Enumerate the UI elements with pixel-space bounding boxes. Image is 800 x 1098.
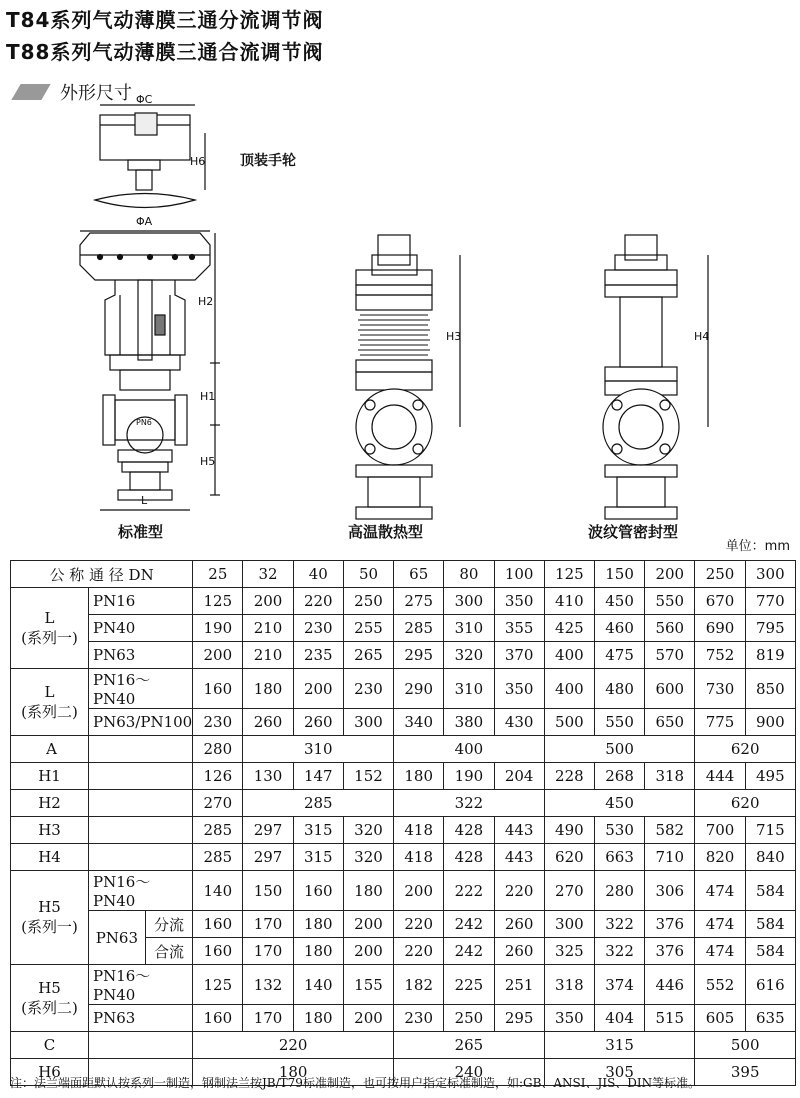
cell: 400: [394, 736, 545, 763]
dn-cell: 65: [394, 561, 444, 588]
cell: 180: [293, 938, 343, 965]
cell: 147: [293, 763, 343, 790]
cell: 230: [293, 615, 343, 642]
cell: 200: [193, 642, 243, 669]
cell: 200: [343, 911, 393, 938]
cell: 285: [193, 817, 243, 844]
dn-cell: 300: [745, 561, 795, 588]
cell: 900: [745, 709, 795, 736]
cell: 475: [594, 642, 644, 669]
cell: 285: [394, 615, 444, 642]
cell: 444: [695, 763, 745, 790]
table-row: [11, 736, 796, 763]
cell: 160: [193, 938, 243, 965]
pn-label: PN63: [89, 911, 146, 965]
dim-l: L: [141, 494, 148, 507]
cell: 820: [695, 844, 745, 871]
cell: 376: [645, 938, 695, 965]
cell: 220: [394, 938, 444, 965]
cell: 300: [444, 588, 494, 615]
cell: 322: [394, 790, 545, 817]
h5a-label-b: (系列一): [21, 918, 78, 936]
dn-cell: 32: [243, 561, 293, 588]
cell: 560: [645, 615, 695, 642]
blank-cell: [89, 817, 193, 844]
cell: 290: [394, 669, 444, 709]
cell: 275: [394, 588, 444, 615]
blank-cell: [89, 1032, 193, 1059]
cell: 260: [243, 709, 293, 736]
table-row: [11, 871, 796, 911]
unit-label: 单位：mm: [725, 539, 790, 554]
dn-cell: 250: [695, 561, 745, 588]
cell: 200: [243, 588, 293, 615]
cell: 250: [343, 588, 393, 615]
cell: 775: [695, 709, 745, 736]
cell: 605: [695, 1005, 745, 1032]
cell: 320: [444, 642, 494, 669]
dim-h4: H4: [694, 330, 710, 343]
cell: 180: [243, 669, 293, 709]
cell: 770: [745, 588, 795, 615]
cell: 495: [745, 763, 795, 790]
cell: 450: [544, 790, 695, 817]
pn-label: PN16～PN40: [89, 871, 193, 911]
cell: 550: [594, 709, 644, 736]
h5a-label-a: H5: [38, 898, 61, 916]
cell: 285: [243, 790, 394, 817]
cell: 443: [494, 844, 544, 871]
dn-cell: 100: [494, 561, 544, 588]
cell: 220: [394, 911, 444, 938]
cell: 550: [645, 588, 695, 615]
cell: 552: [695, 965, 745, 1005]
cell: 355: [494, 615, 544, 642]
pn-label: PN40: [89, 615, 193, 642]
cell: 310: [444, 669, 494, 709]
cell: 500: [695, 1032, 796, 1059]
cell: 270: [193, 790, 243, 817]
cell: 322: [594, 938, 644, 965]
h5b-label-a: H5: [38, 978, 61, 997]
cell: 710: [645, 844, 695, 871]
cell: 315: [293, 817, 343, 844]
h5b-label-b: (系列二): [21, 998, 78, 1017]
cell: 310: [444, 615, 494, 642]
table-row: [11, 669, 796, 709]
cell: 225: [444, 965, 494, 1005]
cell: 260: [494, 911, 544, 938]
section-label: 外形尺寸: [60, 83, 132, 104]
table-row: [11, 561, 796, 588]
table-row: [11, 615, 796, 642]
caption-standard: 标准型: [118, 523, 164, 541]
table-row: [11, 844, 796, 871]
dn-cell: 80: [444, 561, 494, 588]
pn-label: PN16～PN40: [89, 965, 193, 1005]
cell: 182: [394, 965, 444, 1005]
cell: 210: [243, 642, 293, 669]
cell: 242: [444, 938, 494, 965]
cell: 180: [293, 911, 343, 938]
h3-label: H3: [11, 817, 89, 844]
cell: 220: [193, 1032, 394, 1059]
cell: 270: [544, 871, 594, 911]
cell: 474: [695, 938, 745, 965]
h1-label: H1: [11, 763, 89, 790]
cell: 418: [394, 844, 444, 871]
cell: 730: [695, 669, 745, 709]
cell: 700: [695, 817, 745, 844]
cell: 260: [494, 938, 544, 965]
l2-label-b: (系列二): [21, 702, 78, 721]
cell: 584: [745, 938, 795, 965]
pn-label: PN63: [89, 1005, 193, 1032]
header-dn-label: 公 称 通 径 DN: [11, 561, 193, 588]
cell: 160: [293, 871, 343, 911]
cell: 582: [645, 817, 695, 844]
cell: 300: [544, 911, 594, 938]
cell: 490: [544, 817, 594, 844]
cell: 425: [544, 615, 594, 642]
l2-label-a: L: [44, 682, 55, 701]
cell: 752: [695, 642, 745, 669]
cell: 530: [594, 817, 644, 844]
pn-label: PN63: [89, 642, 193, 669]
table-row: [11, 588, 796, 615]
cell: 620: [544, 844, 594, 871]
cell: 130: [243, 763, 293, 790]
cell: 715: [745, 817, 795, 844]
cell: 235: [293, 642, 343, 669]
cell: 268: [594, 763, 644, 790]
cell: 320: [343, 844, 393, 871]
cell: 180: [193, 1059, 394, 1086]
cell: 320: [343, 817, 393, 844]
blank-cell: [89, 790, 193, 817]
cell: 663: [594, 844, 644, 871]
table-row: [11, 1005, 796, 1032]
cell: 428: [444, 844, 494, 871]
cell: 300: [343, 709, 393, 736]
cell: 418: [394, 817, 444, 844]
table-row: [11, 817, 796, 844]
cell: 180: [293, 1005, 343, 1032]
cell: 570: [645, 642, 695, 669]
cell: 251: [494, 965, 544, 1005]
cell: 230: [343, 669, 393, 709]
cell: 315: [544, 1032, 695, 1059]
cell: 180: [394, 763, 444, 790]
cell: 295: [394, 642, 444, 669]
cell: 200: [293, 669, 343, 709]
cell: 443: [494, 817, 544, 844]
cell: 150: [243, 871, 293, 911]
cell: 220: [293, 588, 343, 615]
a-label: A: [11, 736, 89, 763]
dn-cell: 150: [594, 561, 644, 588]
h5a-label: [11, 871, 89, 965]
cell: 155: [343, 965, 393, 1005]
dim-pn: PN6: [136, 418, 152, 427]
footnote: 注：法兰端面距默认按系列一制造，钢制法兰按JB/T79标准制造，也可按用户指定标准制造，如:GB、ANSI、JIS、DIN等标准。: [10, 1076, 701, 1090]
caption-bellows: 波纹管密封型: [588, 523, 679, 541]
cell: 280: [193, 736, 243, 763]
cell: 230: [394, 1005, 444, 1032]
cell: 515: [645, 1005, 695, 1032]
table-row: [11, 911, 796, 938]
cell: 315: [293, 844, 343, 871]
dim-h2: H2: [198, 295, 214, 308]
dn-cell: 125: [544, 561, 594, 588]
dim-h5: H5: [200, 455, 216, 468]
blank-cell: [89, 736, 193, 763]
cell: 430: [494, 709, 544, 736]
cell: 350: [494, 669, 544, 709]
dim-phia: ΦA: [136, 215, 153, 228]
cell: 325: [544, 938, 594, 965]
dn-cell: 50: [343, 561, 393, 588]
cell: 222: [444, 871, 494, 911]
cell: 125: [193, 965, 243, 1005]
cell: 240: [394, 1059, 545, 1086]
cell: 350: [494, 588, 544, 615]
caption-high-temp: 高温散热型: [348, 523, 424, 541]
table-row: [11, 1032, 796, 1059]
cell: 160: [193, 669, 243, 709]
cell: 600: [645, 669, 695, 709]
cell: 295: [494, 1005, 544, 1032]
cell: 690: [695, 615, 745, 642]
cell: 297: [243, 844, 293, 871]
cell: 376: [645, 911, 695, 938]
cell: 190: [444, 763, 494, 790]
cell: 126: [193, 763, 243, 790]
title-t84: T84系列气动薄膜三通分流调节阀: [6, 8, 324, 32]
cell: 200: [343, 1005, 393, 1032]
cell: 265: [394, 1032, 545, 1059]
l1-label-a: L: [44, 608, 55, 627]
cell: 500: [544, 736, 695, 763]
cell: 255: [343, 615, 393, 642]
cell: 318: [544, 965, 594, 1005]
table-row: [11, 790, 796, 817]
cell: 204: [494, 763, 544, 790]
cell: 474: [695, 911, 745, 938]
h4-label: H4: [11, 844, 89, 871]
cell: 170: [243, 1005, 293, 1032]
pn-label: PN16: [89, 588, 193, 615]
cell: 170: [243, 911, 293, 938]
cell: 374: [594, 965, 644, 1005]
h2-label: H2: [11, 790, 89, 817]
l1-label-b: (系列一): [21, 628, 78, 647]
handwheel-label: 顶装手轮: [240, 153, 296, 169]
cell: 318: [645, 763, 695, 790]
dn-cell: 200: [645, 561, 695, 588]
cell: 404: [594, 1005, 644, 1032]
dimension-table: [10, 560, 796, 1086]
sub-label: 合流: [145, 938, 192, 965]
cell: 350: [544, 1005, 594, 1032]
dim-h1: H1: [200, 390, 216, 403]
cell: 140: [293, 965, 343, 1005]
table-row: [11, 965, 796, 1005]
cell: 670: [695, 588, 745, 615]
cell: 160: [193, 911, 243, 938]
title-t88: T88系列气动薄膜三通合流调节阀: [6, 40, 324, 64]
blank-cell: [89, 844, 193, 871]
sub-label: 分流: [145, 911, 192, 938]
cell: 635: [745, 1005, 795, 1032]
cell: 210: [243, 615, 293, 642]
c-label: C: [11, 1032, 89, 1059]
cell: 250: [444, 1005, 494, 1032]
cell: 819: [745, 642, 795, 669]
cell: 190: [193, 615, 243, 642]
cell: 840: [745, 844, 795, 871]
cell: 428: [444, 817, 494, 844]
cell: 310: [243, 736, 394, 763]
cell: 410: [544, 588, 594, 615]
blank-cell: [89, 763, 193, 790]
cell: 160: [193, 1005, 243, 1032]
dim-h6: H6: [190, 155, 206, 168]
cell: 306: [645, 871, 695, 911]
cell: 584: [745, 911, 795, 938]
cell: 280: [594, 871, 644, 911]
cell: 132: [243, 965, 293, 1005]
dim-h3: H3: [446, 330, 462, 343]
cell: 620: [695, 736, 796, 763]
cell: 584: [745, 871, 795, 911]
cell: 220: [494, 871, 544, 911]
cell: 450: [594, 588, 644, 615]
cell: 230: [193, 709, 243, 736]
cell: 228: [544, 763, 594, 790]
cell: 616: [745, 965, 795, 1005]
pn-label: PN16～PN40: [89, 669, 193, 709]
cell: 795: [745, 615, 795, 642]
cell: 260: [293, 709, 343, 736]
cell: 305: [544, 1059, 695, 1086]
dn-cell: 25: [193, 561, 243, 588]
cell: 140: [193, 871, 243, 911]
cell: 446: [645, 965, 695, 1005]
cell: 152: [343, 763, 393, 790]
dim-phic: ΦC: [136, 93, 153, 106]
section-heading: [8, 80, 132, 104]
l2-label: [11, 669, 89, 736]
cell: 285: [193, 844, 243, 871]
table-row: [11, 709, 796, 736]
cell: 340: [394, 709, 444, 736]
l1-label: [11, 588, 89, 669]
cell: 297: [243, 817, 293, 844]
parallelogram-icon: [11, 84, 50, 100]
table-row: [11, 642, 796, 669]
cell: 370: [494, 642, 544, 669]
cell: 650: [645, 709, 695, 736]
cell: 850: [745, 669, 795, 709]
cell: 170: [243, 938, 293, 965]
cell: 125: [193, 588, 243, 615]
cell: 620: [695, 790, 796, 817]
h5b-label: [11, 965, 89, 1032]
cell: 400: [544, 642, 594, 669]
cell: 180: [343, 871, 393, 911]
dn-cell: 40: [293, 561, 343, 588]
cell: 242: [444, 911, 494, 938]
pn-label: PN63/PN100: [89, 709, 193, 736]
h6-label: H6: [11, 1059, 89, 1086]
cell: 200: [394, 871, 444, 911]
cell: 480: [594, 669, 644, 709]
cell: 380: [444, 709, 494, 736]
cell: 200: [343, 938, 393, 965]
cell: 322: [594, 911, 644, 938]
table-row: [11, 763, 796, 790]
cell: 500: [544, 709, 594, 736]
cell: 474: [695, 871, 745, 911]
cell: 460: [594, 615, 644, 642]
cell: 395: [695, 1059, 796, 1086]
cell: 400: [544, 669, 594, 709]
cell: 265: [343, 642, 393, 669]
